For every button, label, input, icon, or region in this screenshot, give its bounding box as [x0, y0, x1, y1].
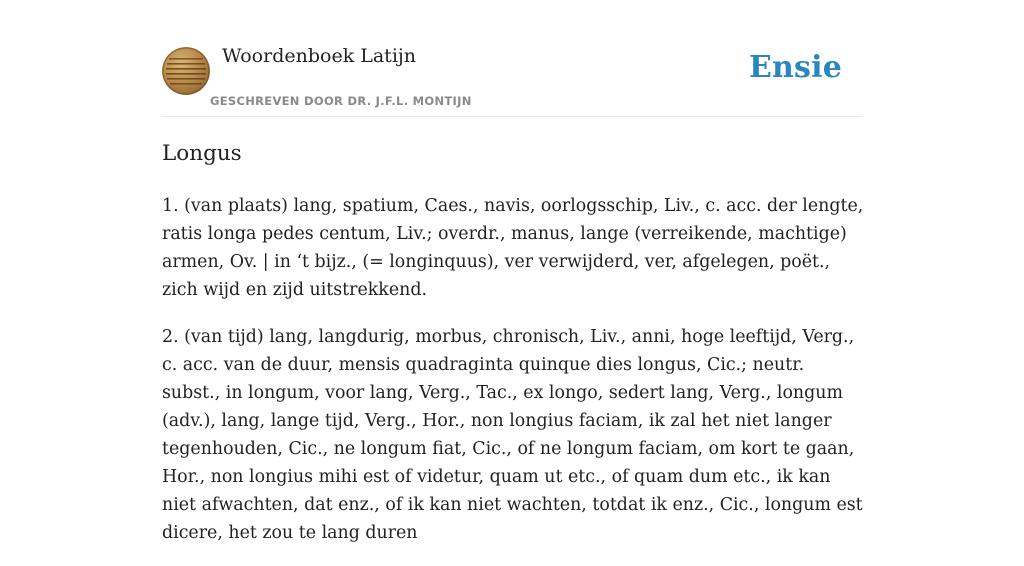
site-logo[interactable]: Ensie	[748, 50, 842, 85]
entry-definition-1: 1. (van plaats) lang, spatium, Caes., navis, oorlogsschip, Liv., c. acc. der lengte, ratis longa pedes centum, Liv.; overdr., manus, lange (verreikende, machtige) armen, Ov. | in ‘t bijz., (= longinquus), ver verwijderd, ver, afgelegen, poët., zich wijd en zijd uitstrekkend.	[162, 196, 864, 300]
avatar[interactable]	[162, 47, 210, 95]
author-byline[interactable]: GESCHREVEN DOOR DR. J.F.L. MONTIJN	[210, 94, 472, 108]
inscription-tablet-icon	[162, 47, 210, 95]
entry-term: Longus	[162, 141, 242, 166]
header	[162, 0, 862, 117]
entry-content	[162, 138, 866, 566]
entry-definition-2: 2. (van tijd) lang, langdurig, morbus, chronisch, Liv., anni, hoge leeftijd, Verg., c. acc. van de duur, mensis quadraginta quinque dies longus, Cic.; neutr. subst., in longum, voor lang, Verg., Tac., ex longo, sedert lang, Verg., longum (adv.), lang, lange tijd, Verg., Hor., non longius faciam, ik zal het niet langer tegenhouden, Cic., ne longum fiat, Cic., of ne longum faciam, om kort te gaan, Hor., non longius mihi est of videtur, quam ut etc., of quam dum etc., ik kan niet afwachten, dat enz., of ik kan niet wachten, totdat ik enz., Cic., longum est dicere, het zou te lang duren	[162, 327, 863, 543]
book-title[interactable]: Woordenboek Latijn	[222, 45, 417, 67]
